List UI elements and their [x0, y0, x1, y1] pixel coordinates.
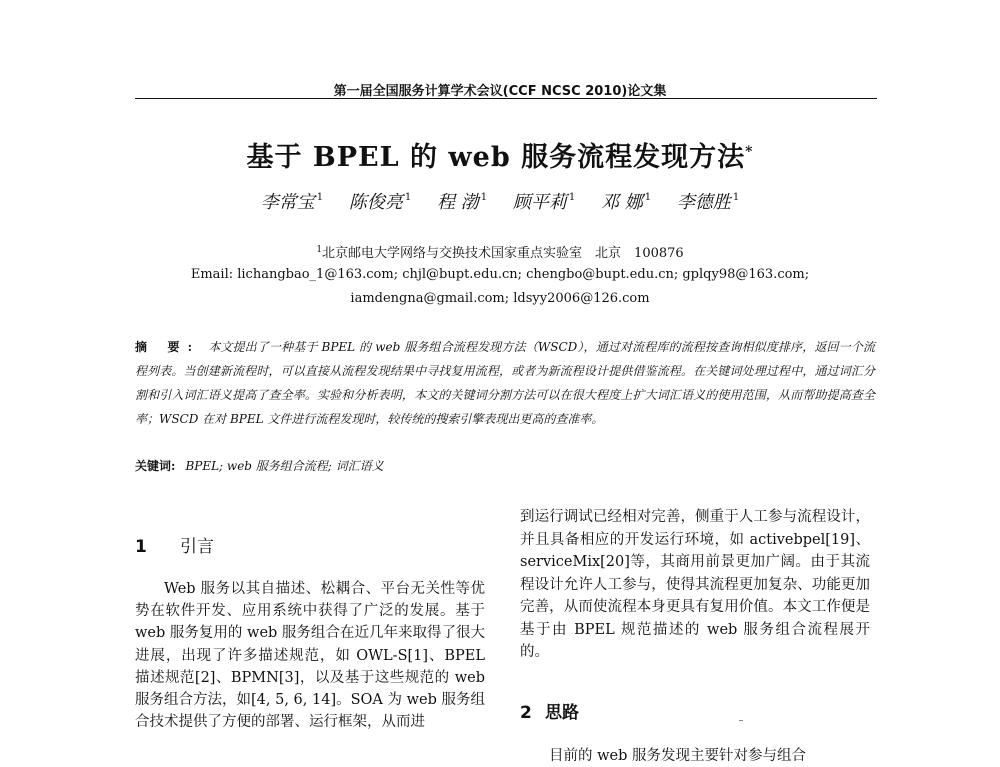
section-number: 2	[520, 703, 532, 723]
body-right-column-continued: 目前的 web 服务发现主要针对参与组合	[549, 748, 806, 764]
author	[513, 192, 575, 213]
section-2-heading	[520, 698, 579, 723]
email-line-1: Email: lichangbao_1@163.com; chjl@bupt.edu.cn; chengbo@bupt.edu.cn; gplqy98@163.com;	[190, 267, 810, 282]
affiliation	[0, 242, 1000, 261]
body-left-column	[135, 578, 485, 733]
author-affil-mark: 1	[316, 192, 324, 203]
body-right-column	[520, 506, 870, 664]
author-affil-mark: 1	[480, 192, 488, 203]
author	[677, 192, 739, 213]
section-title: 引言	[180, 537, 214, 557]
body-paragraph: 到运行调试已经相对完善，侧重于人工参与流程设计，并且具备相应的开发运行环境，如 activebpel[19]、serviceMix[20]等，其商用前景更加广阔。由于其流程设计允许人工参与，使得其流程更加复杂、功能更加完善，从而使流程本身更具有复用价值。本文工作便是基于由 BPEL 规范描述的 web 服务组合流程展开的。	[520, 509, 870, 660]
affiliation-mark: 1	[316, 245, 323, 255]
abstract	[135, 335, 875, 431]
keywords-label: 关键词:	[135, 459, 176, 473]
author-affil-mark: 1	[404, 192, 412, 203]
paper-title	[0, 135, 1000, 174]
author	[261, 192, 323, 213]
keywords	[135, 455, 875, 477]
keywords-text: BPEL; web 服务组合流程; 词汇语义	[185, 459, 384, 473]
author-name: 李常宝	[260, 192, 315, 213]
section-number: 1	[135, 537, 147, 557]
author-affil-mark: 1	[732, 192, 740, 203]
author-name: 邓 娜	[600, 192, 643, 213]
author-name: 李德胜	[676, 192, 731, 213]
paper-title-text: 基于 BPEL 的 web 服务流程发现方法	[246, 142, 746, 173]
author-affil-mark: 1	[644, 192, 652, 203]
scan-mark	[739, 720, 743, 721]
author-name: 顾平莉	[512, 192, 567, 213]
author	[349, 192, 411, 213]
section-1-heading	[135, 532, 214, 557]
section-title: 思路	[545, 703, 579, 723]
body-paragraph: Web 服务以其自描述、松耦合、平台无关性等优势在软件开发、应用系统中获得了广泛的发展。基于 web 服务复用的 web 服务组合在近几年来取得了很大进展，出现了许多描述规范，如 OWL-S[1]、BPEL 描述规范[2]、BPMN[3]，以及基于这些规范的 web 服务组合方法，如[4, 5, 6, 14]。SOA 为 web 服务组合技术提供了方便的部署、运行框架，从而进	[135, 581, 485, 731]
running-header: 第一届全国服务计算学术会议(CCF NCSC 2010)论文集	[333, 84, 667, 99]
author-list	[0, 188, 1000, 214]
author-name: 陈俊亮	[348, 192, 403, 213]
abstract-label: 摘 要:	[135, 340, 201, 354]
affiliation-text: 北京邮电大学网络与交换技术国家重点实验室 北京 100876	[322, 246, 684, 261]
abstract-text: 本文提出了一种基于 BPEL 的 web 服务组合流程发现方法（WSCD），通过对流程库的流程按查询相似度排序，返回一个流程列表。当创建新流程时，可以直接从流程发现结果中寻找复用流程，或者为新流程设计提供借鉴流程。在关键词处理过程中，通过词汇分割和引入词汇语义提高了查全率。实验和分析表明，本文的关键词分割方法可以在很大程度上扩大词汇语义的使用范围，从而帮助提高查全率；WSCD 在对 BPEL 文件进行流程发现时，较传统的搜索引擎表现出更高的查准率。	[135, 340, 876, 426]
author	[601, 192, 651, 213]
author-name: 程 渤	[437, 192, 479, 213]
author	[437, 192, 487, 213]
header-rule	[135, 98, 877, 99]
author-affil-mark: 1	[568, 192, 576, 203]
title-footnote-mark: *	[745, 144, 754, 160]
email-line-2: iamdengna@gmail.com; ldsyy2006@126.com	[350, 291, 650, 306]
